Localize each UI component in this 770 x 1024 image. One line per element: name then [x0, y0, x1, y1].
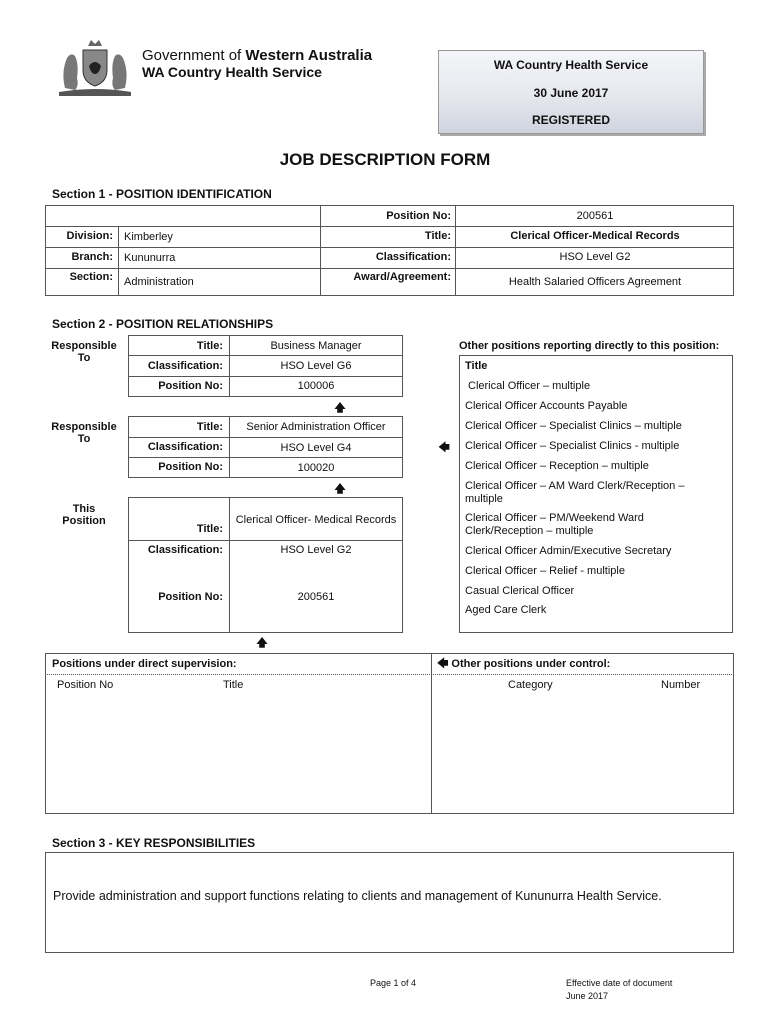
other-position-item: Clerical Officer Accounts Payable — [465, 400, 628, 412]
this-posno: 200561 — [297, 591, 335, 603]
col-title: Title — [223, 679, 244, 691]
other-position-item: Clerical Officer – Reception – multiple — [465, 460, 649, 472]
up-arrow-icon-3: 🡅 — [256, 636, 268, 649]
this-label-line1: This — [72, 503, 96, 515]
supervision-table — [45, 653, 734, 814]
this-label-line2: Position — [62, 515, 106, 527]
resp1-posno: 100006 — [297, 380, 335, 392]
effective-date-label: Effective date of document — [566, 978, 673, 988]
stamp-status: REGISTERED — [531, 113, 610, 127]
this-title: Clerical Officer- Medical Records — [235, 514, 397, 526]
division-value: Kimberley — [124, 231, 173, 243]
position-no-value: 200561 — [576, 210, 614, 222]
this-title-label: Title: — [196, 523, 223, 535]
position-no-label: Position No: — [386, 210, 451, 222]
wa-crest-logo — [55, 38, 135, 98]
form-title: JOB DESCRIPTION FORM — [279, 150, 491, 169]
this-class: HSO Level G2 — [280, 544, 352, 556]
stamp-date: 30 June 2017 — [533, 86, 609, 100]
other-position-item: Clerical Officer – Specialist Clinics – multiple — [465, 420, 682, 432]
award-label: Award/Agreement: — [353, 271, 451, 283]
up-arrow-icon: 🡅 — [334, 401, 346, 414]
col-number: Number — [661, 679, 701, 691]
section1-heading: Section 1 - POSITION IDENTIFICATION — [52, 187, 272, 201]
left-arrow-icon: 🡄 — [438, 441, 450, 454]
stamp-org: WA Country Health Service — [493, 58, 649, 72]
resp2-posno: 100020 — [297, 462, 335, 474]
other-position-item: Clerical Officer – PM/Weekend Ward — [465, 512, 644, 524]
branch-label: Branch: — [71, 251, 113, 263]
registered-stamp — [438, 50, 704, 134]
other-positions-heading: Other positions reporting directly to this position: — [459, 340, 720, 352]
effective-date-value: June 2017 — [566, 991, 609, 1001]
branch-value: Kununurra — [124, 252, 176, 264]
resp2-posno-label: Position No: — [158, 461, 223, 473]
resp2-label-line2: To — [77, 433, 91, 445]
classification-value: HSO Level G2 — [559, 251, 631, 263]
section2-heading: Section 2 - POSITION RELATIONSHIPS — [52, 317, 274, 331]
award-value: Health Salaried Officers Agreement — [508, 276, 682, 288]
other-position-item: multiple — [465, 493, 503, 505]
resp1-label — [44, 340, 124, 364]
other-position-item: Clerk/Reception – multiple — [465, 525, 594, 537]
gov-state: Western Australia — [245, 47, 373, 64]
division-label: Division: — [66, 230, 113, 242]
col-category: Category — [508, 679, 553, 691]
resp2-title-label: Title: — [196, 421, 223, 433]
other-position-item: Clerical Officer Admin/Executive Secretary — [465, 545, 672, 557]
classification-label: Classification: — [375, 251, 451, 263]
resp2-label — [44, 421, 124, 445]
supervision-heading: Positions under direct supervision: — [52, 658, 237, 670]
resp1-label-line2: To — [77, 352, 91, 364]
other-position-item: Aged Care Clerk — [465, 604, 547, 616]
resp2-class-label: Classification: — [147, 441, 223, 453]
resp1-title: Business Manager — [270, 340, 362, 352]
service-title: WA Country Health Service — [142, 64, 322, 80]
section3-heading: Section 3 - KEY RESPONSIBILITIES — [52, 836, 256, 850]
title-label: Title: — [424, 230, 451, 242]
up-arrow-icon-2: 🡅 — [334, 482, 346, 495]
col-position-no: Position No — [57, 679, 114, 691]
resp2-title: Senior Administration Officer — [246, 421, 386, 433]
section-label: Section: — [69, 271, 113, 283]
other-position-item: Clerical Officer – multiple — [468, 380, 591, 392]
gov-prefix: Government of — [142, 47, 246, 64]
page-number: Page 1 of 4 — [370, 978, 417, 988]
resp1-class: HSO Level G6 — [280, 360, 352, 372]
control-heading: 🡄 Other positions under control: — [437, 658, 611, 670]
resp2-class: HSO Level G4 — [280, 442, 352, 454]
resp2-label-line1: Responsible — [51, 421, 117, 433]
resp1-label-line1: Responsible — [51, 340, 117, 352]
other-position-item: Clerical Officer – AM Ward Clerk/Reception – — [465, 480, 685, 492]
resp1-title-label: Title: — [196, 340, 223, 352]
this-posno-label: Position No: — [158, 591, 223, 603]
resp1-class-label: Classification: — [147, 360, 223, 372]
section-value: Administration — [124, 276, 194, 288]
other-title-header: Title — [465, 360, 488, 372]
this-position-label — [44, 503, 124, 527]
key-responsibilities-text: Provide administration and support functions relating to clients and management of Kununurra Health Service. — [53, 889, 662, 903]
title-value: Clerical Officer-Medical Records — [510, 230, 680, 242]
other-position-item: Casual Clerical Officer — [465, 585, 575, 597]
resp1-posno-label: Position No: — [158, 380, 223, 392]
other-position-item: Clerical Officer – Specialist Clinics - multiple — [465, 440, 680, 452]
government-title — [142, 47, 372, 64]
other-position-item: Clerical Officer – Relief - multiple — [465, 565, 625, 577]
this-class-label: Classification: — [147, 544, 223, 556]
